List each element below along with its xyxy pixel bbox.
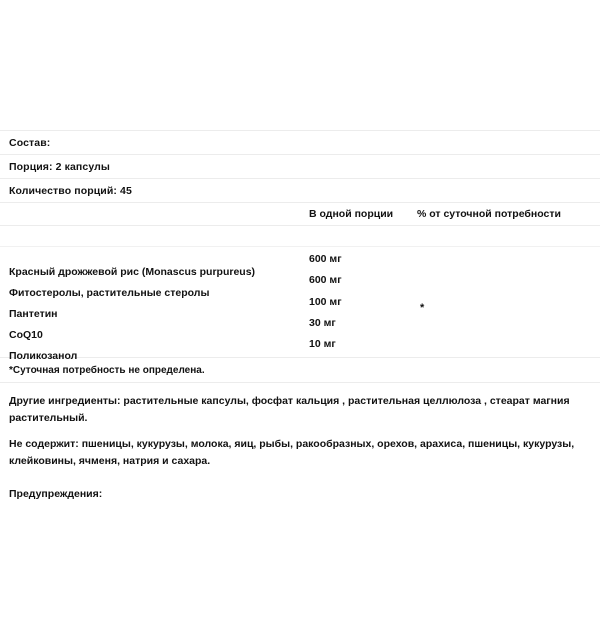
nutrient-amount-0: 600 мг <box>309 253 342 265</box>
table-header-row <box>0 203 600 225</box>
nutrient-amount-2: 100 мг <box>309 296 342 308</box>
column-header-percent-daily-value: % от суточной потребности <box>417 208 561 220</box>
supplement-label-row <box>0 131 600 154</box>
nutrient-name-2: Пантетин <box>9 308 58 320</box>
nutrient-list <box>0 247 600 362</box>
servings-per-container-row <box>0 179 600 202</box>
nutrient-amount-3: 30 мг <box>309 317 336 329</box>
column-header-amount-per-serving: В одной порции <box>309 208 394 220</box>
allergen-statement-text: Не содержит: пшеницы, кукурузы, молока, яиц, рыбы, ракообразных, орехов, арахиса, пшеницы, кукурузы, клейковины, ячменя, натрия и сахара. <box>9 438 575 467</box>
serving-size-text: Порция: 2 капсулы <box>9 160 110 173</box>
nutrient-amount-4: 10 мг <box>309 338 336 350</box>
nutrient-amount-1: 600 мг <box>309 274 342 286</box>
nutrient-name-3: CoQ10 <box>9 329 43 341</box>
supplement-label: Состав: <box>9 136 51 149</box>
footnote-row <box>0 358 600 382</box>
nutrient-dv-2: * <box>420 302 425 314</box>
other-ingredients-text: Другие ингредиенты: растительные капсулы, фосфат кальция , растительная целлюлоза , стеарат магния растительный. <box>9 395 570 424</box>
top-whitespace <box>0 0 600 130</box>
supplement-facts-panel <box>0 130 600 503</box>
daily-value-footnote: *Суточная потребность не определена. <box>9 364 205 376</box>
nutrient-name-0: Красный дрожжевой рис (Monascus purpureus) <box>9 266 256 278</box>
serving-size-row <box>0 155 600 178</box>
bottom-whitespace <box>0 503 600 623</box>
warnings-label: Предупреждения: <box>9 488 103 500</box>
nutrient-name-1: Фитостеролы, растительные стеролы <box>9 287 210 299</box>
header-gap-band <box>0 226 600 246</box>
nutrient-name-4: Поликозанол <box>9 350 78 362</box>
servings-per-container-text: Количество порций: 45 <box>9 184 132 197</box>
